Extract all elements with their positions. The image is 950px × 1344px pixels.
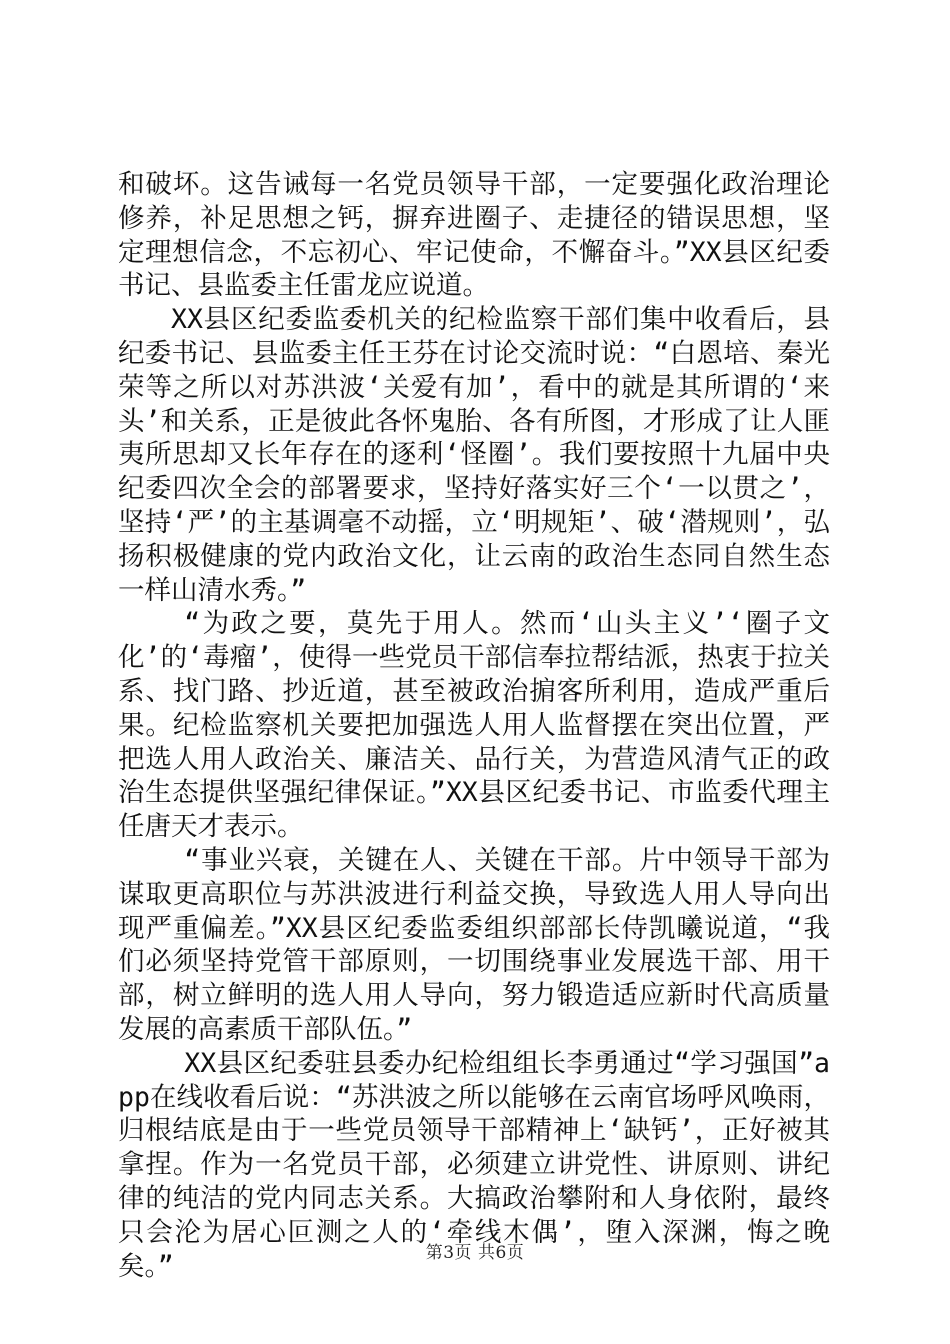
paragraph-5: XX县区纪委驻县委办纪检组组长李勇通过“学习强国”app在线收看后说：“苏洪波之所以能够在云南官场呼风唤雨，归根结底是由于一些党员领导干部精神上‘缺钙’，正好被其拿捏。作为一名党员干部，必须建立讲党性、讲原则、讲纪律的纯洁的党内同志关系。大搞政治攀附和人身依附，最终只会沦为居心叵测之人的‘牵线木偶’，堕入深渊，悔之晚矣。” xyxy=(118,1047,830,1282)
paragraph-1: 和破坏。这告诫每一名党员领导干部，一定要强化政治理论修养，补足思想之钙，摒弃进圈子、走捷径的错误思想，坚定理想信念，不忘初心、牢记使命，不懈奋斗。”XX县区纪委书记、县监委主任雷龙应说道。 xyxy=(118,169,830,302)
paragraph-2: XX县区纪委监委机关的纪检监察干部们集中收看后，县纪委书记、县监委主任王芬在讨论交流时说：“白恩培、秦光荣等之所以对苏洪波‘关爱有加’，看中的就是其所谓的‘来头’和关系，正是彼此各怀鬼胎、各有所图，才形成了让人匪夷所思却又长年存在的逐利‘怪圈’。我们要按照十九届中央纪委四次全会的部署要求，坚持好落实好三个‘一以贯之’，坚持‘严’的主基调毫不动摇，立‘明规矩’、破‘潜规则’，弘扬积极健康的党内政治文化，让云南的政治生态同自然生态一样山清水秀。” xyxy=(118,304,830,606)
paragraph-3: “为政之要，莫先于用人。然而‘山头主义’‘圈子文化’的‘毒瘤’，使得一些党员干部信奉拉帮结派，热衷于拉关系、找门路、抄近道，甚至被政治掮客所利用，造成严重后果。纪检监察机关要把加强选人用人监督摆在突出位置，严把选人用人政治关、廉洁关、品行关，为营造风清气正的政治生态提供坚强纪律保证。”XX县区纪委书记、市监委代理主任唐天才表示。 xyxy=(118,608,830,843)
paragraph-4: “事业兴衰，关键在人、关键在干部。片中领导干部为谋取更高职位与苏洪波进行利益交换，导致选人用人导向出现严重偏差。”XX县区纪委监委组织部部长侍凯曦说道，“我们必须坚持党管干部原则，一切围绕事业发展选干部、用干部，树立鲜明的选人用人导向，努力锻造适应新时代高质量发展的高素质干部队伍。” xyxy=(118,844,830,1045)
page-number-footer: 第3页 共6页 xyxy=(425,1243,525,1263)
document-body xyxy=(118,168,830,1283)
